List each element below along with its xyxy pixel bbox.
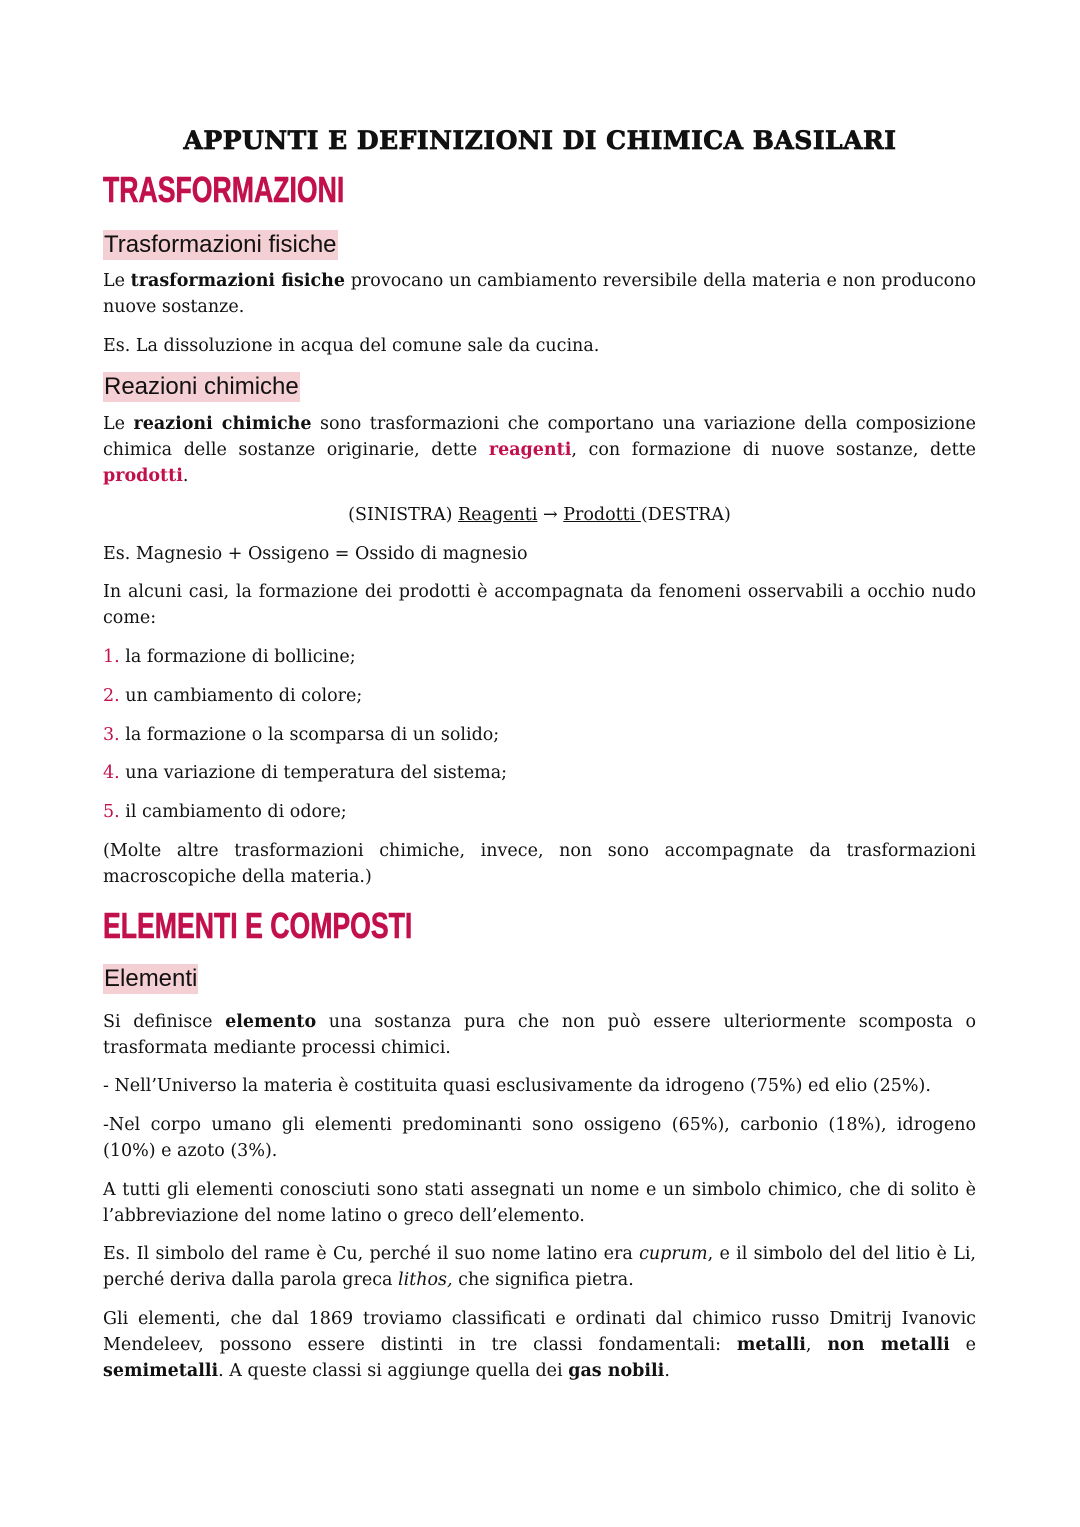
paragraph-universo: - Nell’Universo la materia è costituita quasi esclusivamente da idrogeno (75%) ed elio (25%). <box>103 1076 931 1096</box>
paragraph-classi <box>103 1306 976 1384</box>
term-prodotti: prodotti <box>103 466 183 486</box>
text: Gli elementi, che dal 1869 troviamo classificati e ordinati dal chimico russo Dmitrij Ivanovic Mendeleev, possono essere distinti in tre classi fondamentali: <box>103 1309 976 1355</box>
example-fisiche: Es. La dissoluzione in acqua del comune sale da cucina. <box>103 336 600 356</box>
paragraph-intro-list: In alcuni casi, la formazione dei prodotti è accompagnata da fenomeni osservabili a occhio nudo come: <box>103 582 976 628</box>
bold-term: metalli <box>736 1335 806 1355</box>
list-number: 4. <box>103 763 120 783</box>
text: provocano un cambiamento reversibile della materia e non producono nuove sostanze. <box>103 271 976 317</box>
paragraph-esempio-simboli <box>103 1241 976 1293</box>
underlined-reagenti: Reagenti <box>458 505 538 525</box>
section-heading-elementi-composti: ELEMENTI E COMPOSTI <box>103 905 413 946</box>
bold-term: gas nobili <box>568 1361 665 1381</box>
list-number: 5. <box>103 802 120 822</box>
underlined-prodotti: Prodotti <box>563 505 641 525</box>
list-item <box>103 799 976 825</box>
text: (DESTRA) <box>640 505 731 525</box>
text: . <box>664 1361 670 1381</box>
bold-term: non metalli <box>827 1335 950 1355</box>
list-item <box>103 760 976 786</box>
text: (SINISTRA) <box>348 505 458 525</box>
list-text: il cambiamento di odore; <box>119 802 347 822</box>
text: , con formazione di nuove sostanze, dette <box>571 440 976 460</box>
list-text: la formazione di bollicine; <box>119 647 356 667</box>
section-heading-trasformazioni: TRASFORMAZIONI <box>103 169 345 210</box>
text: e <box>949 1335 976 1355</box>
text: , <box>805 1335 828 1355</box>
paragraph-simboli: A tutti gli elementi conosciuti sono stati assegnati un nome e un simbolo chimico, che di solito è l’abbreviazione del nome latino o greco dell’elemento. <box>103 1180 976 1226</box>
text: Le <box>103 414 134 434</box>
italic-term: cuprum <box>639 1244 708 1264</box>
list-item <box>103 722 976 748</box>
list-item <box>103 683 976 709</box>
text: sono trasformazioni che comportano una variazione della composizione chimica delle sostanze originarie, dette <box>103 414 976 460</box>
note-paragraph: (Molte altre trasformazioni chimiche, invece, non sono accompagnate da trasformazioni macroscopiche della materia.) <box>103 841 976 887</box>
text: Si definisce <box>103 1012 226 1032</box>
bold-term: semimetalli <box>103 1361 219 1381</box>
text: che significa pietra. <box>452 1270 634 1290</box>
list-item <box>103 644 976 670</box>
list-text: un cambiamento di colore; <box>119 686 363 706</box>
list-text: una variazione di temperatura del sistema; <box>119 763 508 783</box>
paragraph-trasformazioni-fisiche <box>103 268 976 320</box>
subheading-trasformazioni-fisiche: Trasformazioni fisiche <box>104 231 337 258</box>
subheading-reazioni-chimiche: Reazioni chimiche <box>104 373 299 400</box>
italic-term: lithos, <box>398 1270 453 1290</box>
document-title: APPUNTI E DEFINIZIONI DI CHIMICA BASILARI <box>183 126 897 155</box>
text: Es. Il simbolo del rame è Cu, perché il suo nome latino era <box>103 1244 640 1264</box>
text: una sostanza pura che non può essere ulteriormente scomposta o trasformata mediante processi chimici. <box>103 1012 976 1058</box>
equation-line <box>103 502 976 528</box>
list-number: 1. <box>103 647 120 667</box>
text: Le <box>103 271 131 291</box>
list-number: 3. <box>103 725 120 745</box>
term-reagenti: reagenti <box>488 440 572 460</box>
paragraph-definizione-elemento <box>103 1009 976 1061</box>
example-reazione: Es. Magnesio + Ossigeno = Ossido di magnesio <box>103 544 528 564</box>
text: . <box>182 466 189 486</box>
list-number: 2. <box>103 686 120 706</box>
text: . A queste classi si aggiunge quella dei <box>218 1361 569 1381</box>
list-text: la formazione o la scomparsa di un solido; <box>119 725 500 745</box>
subheading-elementi: Elementi <box>104 965 198 992</box>
bold-term: trasformazioni fisiche <box>130 271 346 291</box>
paragraph-corpo-umano: -Nel corpo umano gli elementi predominanti sono ossigeno (65%), carbonio (18%), idrogeno (10%) e azoto (3%). <box>103 1115 976 1161</box>
arrow-icon: → <box>537 505 564 525</box>
bold-term: reazioni chimiche <box>133 414 312 434</box>
paragraph-reazioni-chimiche <box>103 411 976 489</box>
text: , e il simbolo del del litio è Li, perché deriva dalla parola greca <box>103 1244 976 1290</box>
bold-term: elemento <box>225 1012 317 1032</box>
